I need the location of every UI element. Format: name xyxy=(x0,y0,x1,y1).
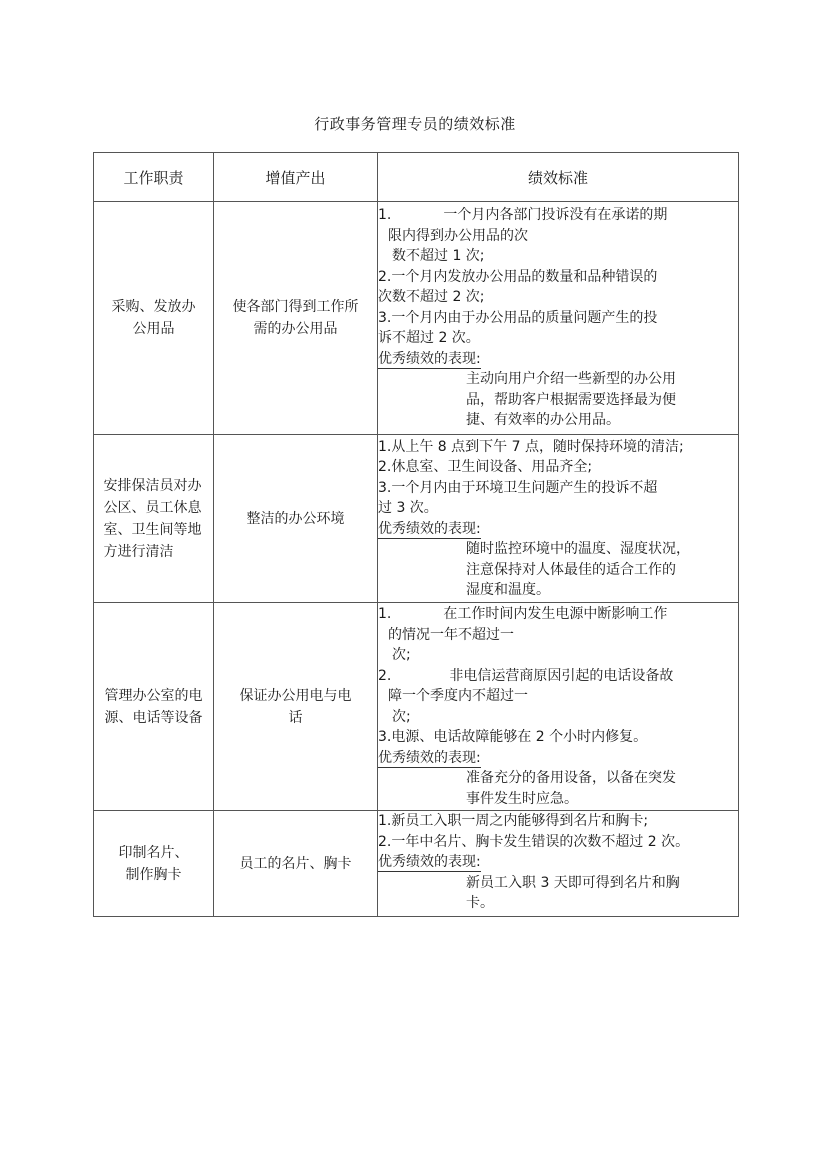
header-duty: 工作职责 xyxy=(94,153,214,202)
output-cell: 使各部门得到工作所需的办公用品 xyxy=(214,202,378,435)
duty-cell: 印制名片、制作胸卡 xyxy=(94,811,214,917)
excellence-line: 随时监控环境中的温度、湿度状况， xyxy=(466,541,690,557)
duty-cell: 采购、发放办公用品 xyxy=(94,202,214,435)
output-cell: 员工的名片、胸卡 xyxy=(214,811,378,917)
criteria-line: 数不超过 1 次; xyxy=(392,248,485,265)
excellence-line: 注意保持对人体最佳的适合工作的 xyxy=(466,561,676,578)
excellence-label: 优秀绩效的表现: xyxy=(378,749,481,766)
criteria-line: 3.电源、电话故障能够在 2 个小时内修复。 xyxy=(378,729,648,745)
excellence-line: 主动向用户介绍一些新型的办公用 xyxy=(466,371,676,388)
excellence-line: 事件发生时应急。 xyxy=(466,790,578,807)
criteria-line: 诉不超过 2 次。 xyxy=(378,330,480,347)
header-criteria: 绩效标准 xyxy=(378,153,739,202)
excellence-line: 品，帮助客户根据需要选择最为便 xyxy=(466,391,676,408)
table-row xyxy=(94,435,739,603)
table-row xyxy=(94,603,739,811)
criteria-line: 2.一年中名片、胸卡发生错误的次数不超过 2 次。 xyxy=(378,833,690,850)
criteria-cell xyxy=(378,202,739,435)
criteria-cell xyxy=(378,435,739,603)
criteria-line: 1. 一个月内各部门投诉没有在承诺的期 xyxy=(378,207,668,224)
criteria-line: 3.一个月内由于办公用品的质量问题产生的投 xyxy=(378,309,658,326)
criteria-line: 次; xyxy=(392,647,411,663)
document-title: 行政事务管理专员的绩效标准 xyxy=(314,115,516,133)
performance-table xyxy=(93,152,739,917)
table-header-row xyxy=(94,153,739,202)
excellence-line: 准备充分的备用设备，以备在突发 xyxy=(466,770,676,786)
output-cell: 整洁的办公环境 xyxy=(214,435,378,603)
excellence-line: 卡。 xyxy=(466,895,494,911)
criteria-line: 1. 在工作时间内发生电源中断影响工作 xyxy=(378,606,668,622)
duty-cell: 管理办公室的电源、电话等设备 xyxy=(94,603,214,811)
criteria-cell xyxy=(378,811,739,917)
table-row xyxy=(94,202,739,435)
output-cell: 保证办公用电与电话 xyxy=(214,603,378,811)
criteria-line: 3.一个月内由于环境卫生问题产生的投诉不超 xyxy=(378,479,658,496)
table-row xyxy=(94,811,739,917)
excellence-label: 优秀绩效的表现: xyxy=(378,854,481,870)
criteria-line: 1.从上午 8 点到下午 7 点，随时保持环境的清洁; xyxy=(378,438,684,455)
criteria-line: 障一个季度内不超过一 xyxy=(388,688,528,704)
criteria-line: 2.一个月内发放办公用品的数量和品种错误的 xyxy=(378,268,658,285)
header-output: 增值产出 xyxy=(214,153,378,202)
excellence-line: 湿度和温度。 xyxy=(466,582,550,598)
criteria-line: 的情况一年不超过一 xyxy=(388,626,514,643)
criteria-line: 2. 非电信运营商原因引起的电话设备故 xyxy=(378,667,674,684)
criteria-line: 次; xyxy=(392,708,411,725)
criteria-line: 限内得到办公用品的次 xyxy=(388,227,528,244)
excellence-label: 优秀绩效的表现: xyxy=(378,350,481,367)
criteria-cell xyxy=(378,603,739,811)
criteria-line: 过 3 次。 xyxy=(378,500,438,516)
duty-cell: 安排保洁员对办公区、员工休息室、卫生间等地方进行清洁 xyxy=(94,435,214,603)
criteria-line: 次数不超过 2 次; xyxy=(378,289,485,306)
excellence-line: 捷、有效率的办公用品。 xyxy=(466,412,620,429)
excellence-label: 优秀绩效的表现: xyxy=(378,520,481,537)
criteria-line: 1.新员工入职一周之内能够得到名片和胸卡; xyxy=(378,813,649,829)
criteria-line: 2.休息室、卫生间设备、用品齐全; xyxy=(378,459,593,475)
excellence-line: 新员工入职 3 天即可得到名片和胸 xyxy=(466,874,680,891)
